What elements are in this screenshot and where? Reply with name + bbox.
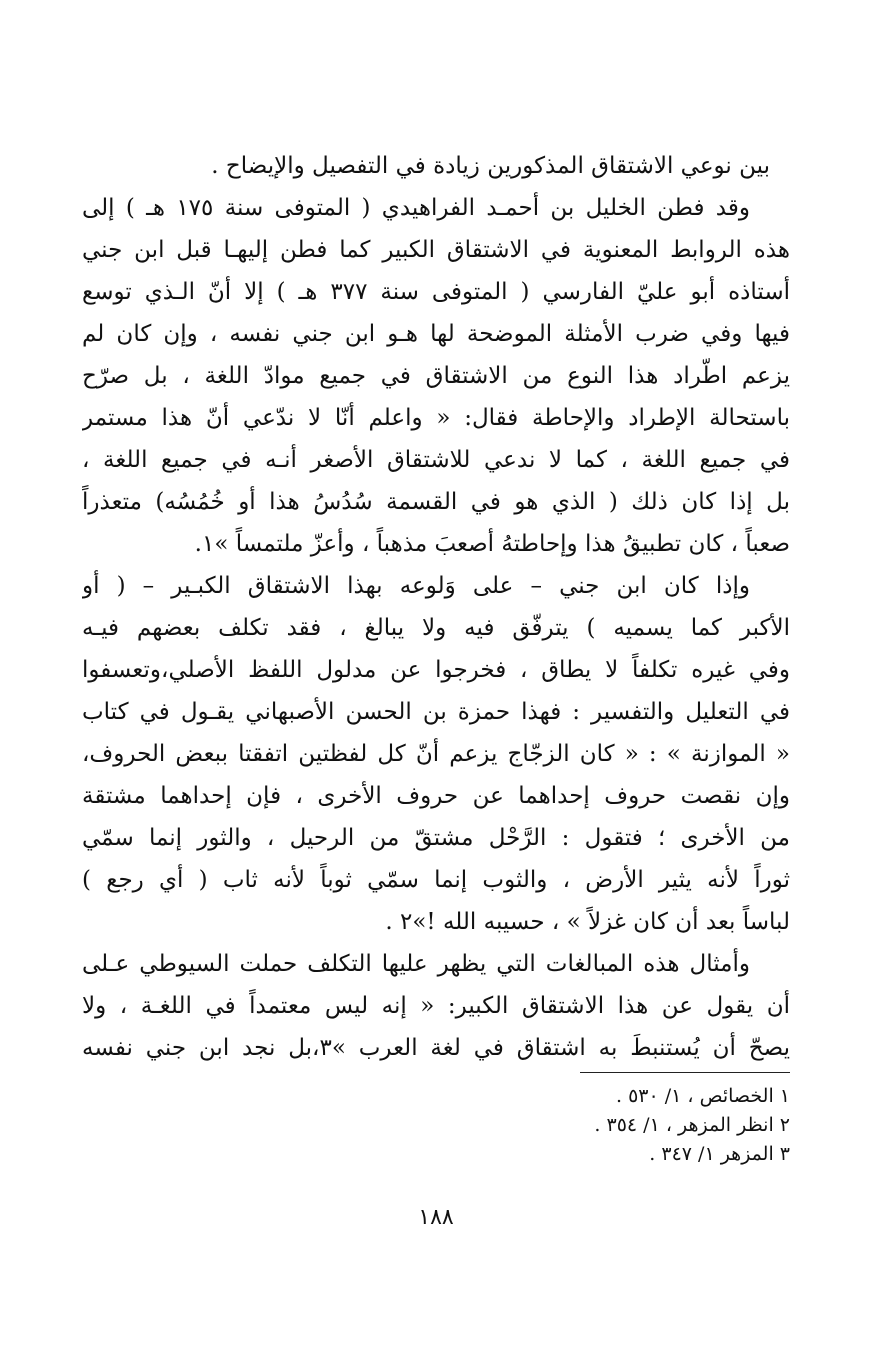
text-line: من الأخرى ؛ فتقول : الرَّحْل مشتقّ من الرحيل ، والثور إنما سمّي xyxy=(82,825,790,851)
text-line: ثوراً لأنه يثير الأرض ، والثوب إنما سمّي ثوباً لأنه ثاب ( أي رجع ) xyxy=(82,867,790,893)
footnote: ٢ انظر المزهر ، ١/ ٣٥٤ . xyxy=(594,1114,790,1136)
footnotes xyxy=(82,1082,790,1169)
text-line: وإذا كان ابن جني – على وَلوعه بهذا الاشتقاق الكبـير – ( أو xyxy=(82,573,750,599)
text-line: يصحّ أن يُستنبطَ به اشتقاق في لغة العرب »٣،بل نجد ابن جني نفسه xyxy=(82,1035,790,1061)
text-line: « الموازنة » : « كان الزجّاج يزعم أنّ كل لفظتين اتفقتا ببعض الحروف، xyxy=(82,741,790,767)
text-line: لباساً بعد أن كان غزلاً » ، حسيبه الله !»٢ . xyxy=(385,909,790,935)
page-number: ١٨٨ xyxy=(418,1205,454,1230)
text-line: بين نوعي الاشتقاق المذكورين زيادة في التفصيل والإيضاح . xyxy=(211,153,770,179)
text-line: أستاذه أبو عليّ الفارسي ( المتوفى سنة ٣٧٧ هـ ) إلا أنّ الـذي توسع xyxy=(82,279,790,305)
text-line: وأمثال هذه المبالغات التي يظهر عليها التكلف حملت السيوطي عـلى xyxy=(82,951,750,977)
footnote-divider xyxy=(580,1072,790,1073)
text-line: صعباً ، كان تطبيقُ هذا وإحاطتهُ أصعبَ مذهباً ، وأعزّ ملتمساً »١. xyxy=(194,531,790,557)
text-line: وفي غيره تكلفاً لا يطاق ، فخرجوا عن مدلول اللفظ الأصلي،وتعسفوا xyxy=(82,657,790,683)
body-text xyxy=(82,145,790,1069)
text-line: يزعم اطّراد هذا النوع من الاشتقاق في جميع موادّ اللغة ، بل صرّح xyxy=(82,363,790,389)
text-line: وإن نقصت حروف إحداهما عن حروف الأخرى ، فإن إحداهما مشتقة xyxy=(82,783,790,809)
text-line: باستحالة الإطراد والإحاطة فقال: « واعلم أنّا لا ندّعي أنّ هذا مستمر xyxy=(82,405,790,431)
text-line: بل إذا كان ذلك ( الذي هو في القسمة سُدُسُ هذا أو خُمُسُه) متعذراً xyxy=(82,489,790,515)
footnote: ٣ المزهر ١/ ٣٤٧ . xyxy=(649,1143,790,1165)
text-line: أن يقول عن هذا الاشتقاق الكبير: « إنه ليس معتمداً في اللغـة ، ولا xyxy=(82,993,790,1019)
book-page xyxy=(82,145,790,1230)
footnote: ١ الخصائص ، ١/ ٥٣٠ . xyxy=(615,1085,790,1107)
text-line: الأكبر كما يسميه ) يترفّق فيه ولا يبالغ ، فقد تكلف بعضهم فيـه xyxy=(82,615,790,641)
text-line: هذه الروابط المعنوية في الاشتقاق الكبير كما فطن إليهـا قبل ابن جني xyxy=(82,237,790,263)
text-line: في جميع اللغة ، كما لا ندعي للاشتقاق الأصغر أنـه في جميع اللغة ، xyxy=(82,447,790,473)
text-line: فيها وفي ضرب الأمثلة الموضحة لها هـو ابن جني نفسه ، وإن كان لم xyxy=(82,321,790,347)
text-line: في التعليل والتفسير : فهذا حمزة بن الحسن الأصبهاني يقـول في كتاب xyxy=(82,699,790,725)
text-line: وقد فطن الخليل بن أحمـد الفراهيدي ( المتوفى سنة ١٧٥ هـ ) إلى xyxy=(82,195,750,221)
